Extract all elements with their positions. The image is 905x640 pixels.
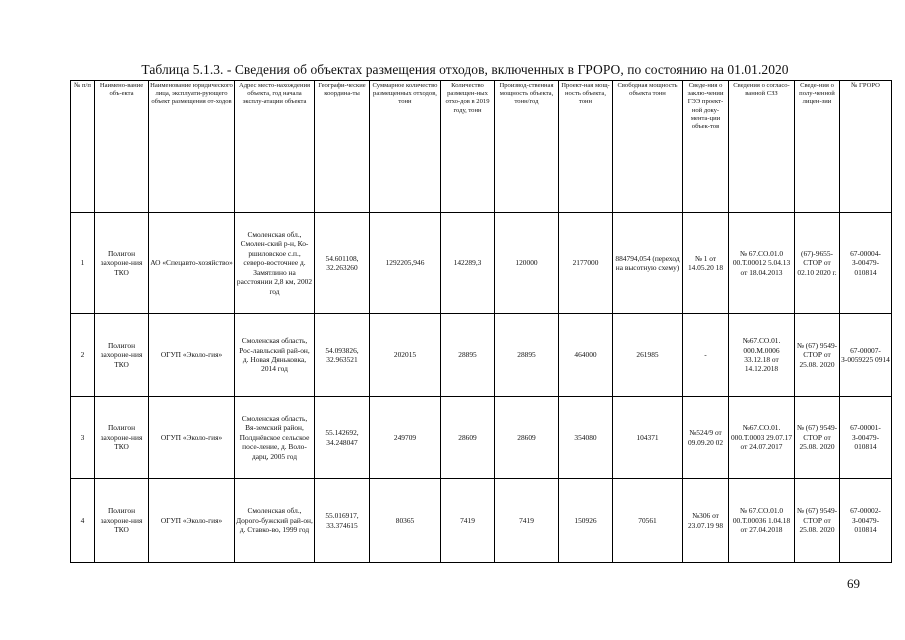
page-number: 69 [847, 576, 860, 591]
cell-groro: 67-00001-З-00479-010814 [840, 397, 892, 479]
header-cell-address: Адрес место-нахождения объекта, год начала эксплу-атации объекта [235, 81, 315, 213]
cell-szz: № 67.СО.01.0 00.Т.00036 1.04.18 от 27.04.2018 [729, 479, 795, 563]
cell-szz: № 67.СО.01.0 00.Т.00012 5.04.13 от 18.04.2013 [729, 213, 795, 314]
cell-operator: АО «Спецавто-хозяйство» [149, 213, 235, 314]
cell-total: 249709 [370, 397, 441, 479]
cell-in2019: 7419 [441, 479, 495, 563]
cell-free: 261985 [613, 314, 683, 397]
cell-num: 4 [71, 479, 95, 563]
header-cell-in2019: Количество размещен-ных отхо-дов в 2019 году, тонн [441, 81, 495, 213]
cell-coords: 54.601108, 32.263260 [315, 213, 370, 314]
cell-name: Полигон захороне-ния ТКО [95, 479, 149, 563]
cell-design: 2177000 [559, 213, 613, 314]
cell-operator: ОГУП «Эколо-гия» [149, 314, 235, 397]
cell-production: 28895 [495, 314, 559, 397]
cell-total: 1292205,946 [370, 213, 441, 314]
table-row [71, 213, 892, 314]
cell-coords: 55.016917, 33.374615 [315, 479, 370, 563]
table-row [71, 314, 892, 397]
cell-design: 464000 [559, 314, 613, 397]
cell-license: (67)-9655-СТОР от 02.10 2020 г. [795, 213, 840, 314]
cell-gee: - [683, 314, 729, 397]
header-cell-design: Проект-ная мощ-ность объекта, тонн [559, 81, 613, 213]
cell-in2019: 28609 [441, 397, 495, 479]
cell-address: Смоленская обл., Дорого-бужский рай-он, д. Ставко-во, 1999 год [235, 479, 315, 563]
cell-gee: №306 от 23.07.19 98 [683, 479, 729, 563]
table-row [71, 479, 892, 563]
cell-gee: № 1 от 14.05.20 18 [683, 213, 729, 314]
cell-szz: №67.СО.01. 000.Т.0003 29.07.17 от 24.07.2017 [729, 397, 795, 479]
cell-production: 120000 [495, 213, 559, 314]
cell-license: № (67) 9549-СТОР от 25.08. 2020 [795, 479, 840, 563]
cell-free: 884794,054 (переход на высотную схему) [613, 213, 683, 314]
cell-operator: ОГУП «Эколо-гия» [149, 479, 235, 563]
cell-szz: №67.СО.01. 000.М.0006 33.12.18 от 14.12.2018 [729, 314, 795, 397]
cell-address: Смоленская область, Вя-земский район, Полднёвское сельское посе-ление, д. Воло-дарц, 2005 год [235, 397, 315, 479]
cell-operator: ОГУП «Эколо-гия» [149, 397, 235, 479]
cell-free: 70561 [613, 479, 683, 563]
cell-license: № (67) 9549-СТОР от 25.08. 2020 [795, 397, 840, 479]
cell-gee: №524/9 от 09.09.20 02 [683, 397, 729, 479]
header-cell-production: Производ-ственная мощность объекта, тонн/год [495, 81, 559, 213]
cell-name: Полигон захороне-ния ТКО [95, 314, 149, 397]
cell-coords: 54.093826, 32.963521 [315, 314, 370, 397]
header-cell-coords: Географи-ческие координа-ты [315, 81, 370, 213]
header-cell-gee: Сведе-ния о заклю-чении ГЭЭ проект-ной доку-мента-ции объек-тов [683, 81, 729, 213]
cell-name: Полигон захороне-ния ТКО [95, 213, 149, 314]
cell-num: 3 [71, 397, 95, 479]
header-row [71, 81, 892, 213]
cell-coords: 55.142692, 34.248047 [315, 397, 370, 479]
cell-num: 2 [71, 314, 95, 397]
cell-name: Полигон захороне-ния ТКО [95, 397, 149, 479]
cell-total: 202015 [370, 314, 441, 397]
cell-groro: 67-00004-З-00479-010814 [840, 213, 892, 314]
table-title: Таблица 5.1.3. - Сведения об объектах размещения отходов, включенных в ГРОРО, по состоянию на 01.01.2020 [141, 62, 789, 77]
header-cell-operator: Наименование юридического лица, эксплуати-рующего объект размещения от-ходов [149, 81, 235, 213]
cell-num: 1 [71, 213, 95, 314]
header-cell-groro: № ГРОРО [840, 81, 892, 213]
cell-address: Смоленская обл., Смолен-ский р-н, Ко-ршиловское с.п., северо-восточнее д. Замятлино на расстоянии 2,8 км, 2002 год [235, 213, 315, 314]
header-cell-free: Свободная мощность объекта тонн [613, 81, 683, 213]
cell-groro: 67-00007-З-0059225 0914 [840, 314, 892, 397]
cell-total: 80365 [370, 479, 441, 563]
header-cell-name: Наимено-вание объ-екта [95, 81, 149, 213]
cell-in2019: 28895 [441, 314, 495, 397]
table-row [71, 397, 892, 479]
cell-in2019: 142289,3 [441, 213, 495, 314]
cell-license: № (67) 9549-СТОР от 25.08. 2020 [795, 314, 840, 397]
waste-facilities-table [70, 80, 892, 563]
cell-free: 104371 [613, 397, 683, 479]
header-cell-total: Суммарное количество размещенных отходов, тонн [370, 81, 441, 213]
header-cell-license: Сведе-ния о полу-ченной лицен-зии [795, 81, 840, 213]
cell-groro: 67-00002-З-00479-010814 [840, 479, 892, 563]
cell-design: 354080 [559, 397, 613, 479]
header-cell-num: № п/п [71, 81, 95, 213]
cell-design: 150926 [559, 479, 613, 563]
cell-production: 7419 [495, 479, 559, 563]
cell-production: 28609 [495, 397, 559, 479]
cell-address: Смоленская область, Рос-лавльский рай-он, д. Новая Дяньковка, 2014 год [235, 314, 315, 397]
header-cell-szz: Сведения о согласо-ванной СЗЗ [729, 81, 795, 213]
